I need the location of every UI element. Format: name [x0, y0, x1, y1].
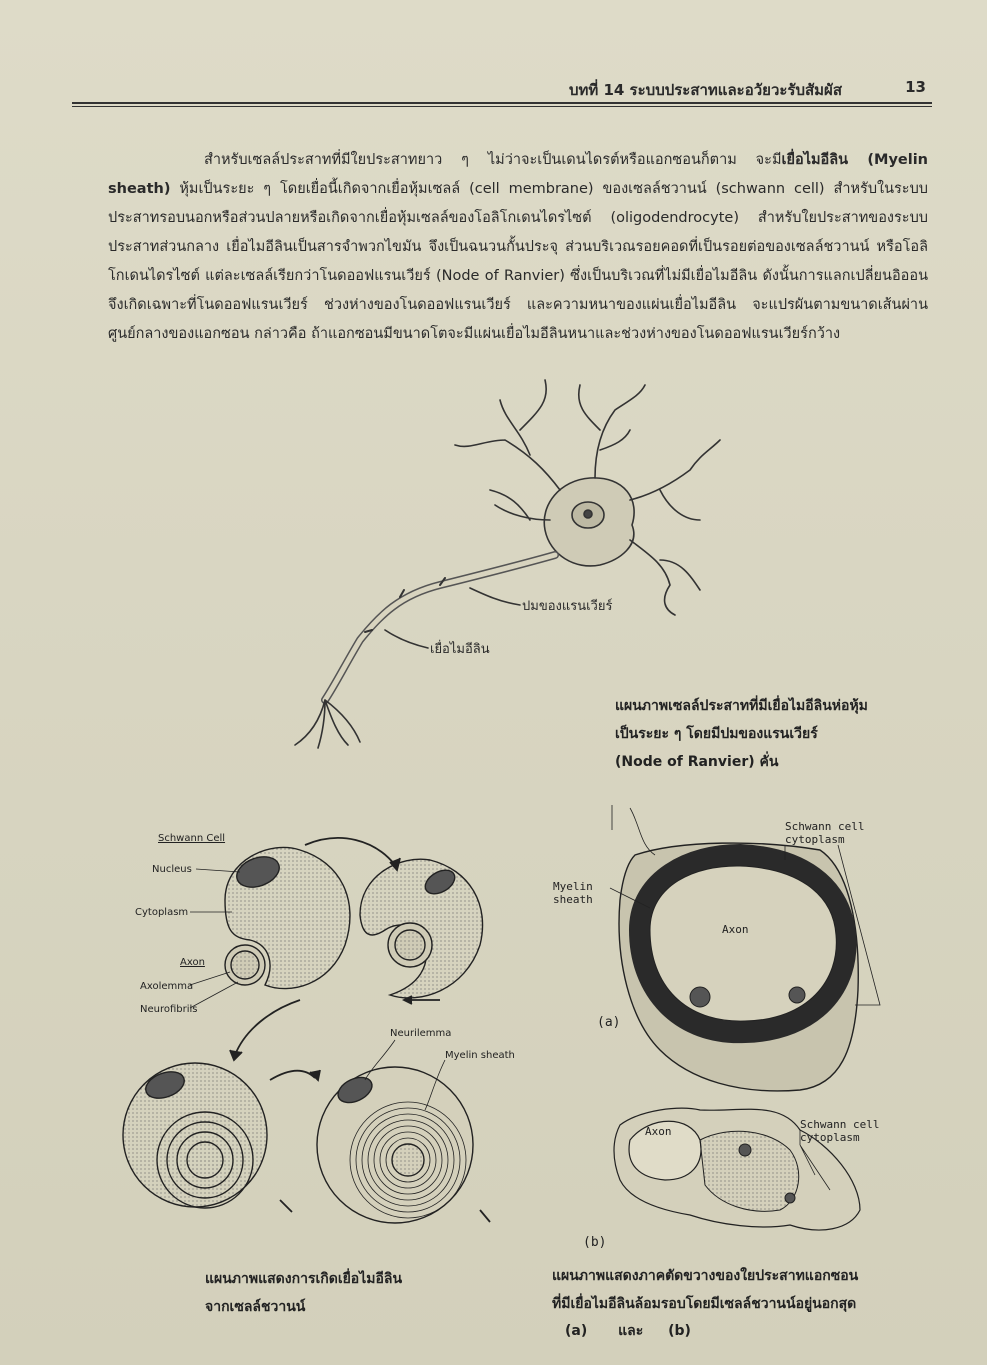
label-schwann-cytoplasm-a	[785, 820, 864, 846]
figure3-caption-line2: ที่มีเยื่อไมอีลินล้อมรอบโดยมีเซลล์ชวานน์อยู่นอกสุด	[552, 1296, 857, 1312]
figure1-caption-line1: แผนภาพเซลล์ประสาทที่มีเยื่อไมอีลินห่อหุ้ม	[615, 698, 868, 714]
figure3-caption-ab	[565, 1317, 691, 1345]
label-nucleus: Nucleus	[152, 864, 192, 875]
label-node-of-ranvier: ปมของแรนเวียร์	[522, 599, 613, 614]
label-axolemma: Axolemma	[140, 981, 194, 992]
label-schwann-cytoplasm-b	[800, 1118, 879, 1144]
label-neurofibrils: Neurofibrils	[140, 1004, 198, 1015]
label-axon-a: Axon	[722, 923, 749, 936]
label-axon-b: Axon	[645, 1125, 672, 1138]
figure1-caption-line3: (Node of Ranvier) คั่น	[615, 754, 779, 770]
label-neurilemma: Neurilemma	[390, 1028, 452, 1039]
label-schwann-cytoplasm-a-line1: Schwann cell	[785, 820, 865, 833]
label-axon: Axon	[180, 957, 205, 968]
label-schwann-cytoplasm-b-line1: Schwann cell	[800, 1118, 880, 1131]
figure3-caption-a: (a)	[565, 1323, 588, 1339]
label-myelin-sheath-fig2: Myelin sheath	[445, 1050, 515, 1061]
label-myelin-line2: sheath	[553, 893, 593, 906]
figure1-caption-line2: เป็นระยะ ๆ โดยมีปมของแรนเวียร์	[615, 726, 818, 742]
label-cytoplasm: Cytoplasm	[135, 907, 189, 918]
label-myelin-sheath: เยื่อไมอีลิน	[430, 642, 490, 657]
paragraph-text-2: หุ้มเป็นระยะ ๆ โดยเยื่อนี้เกิดจากเยื่อหุ้มเซลล์ (cell membrane) ของเซลล์ชวานน์ (schwann cell) สำหรับในระบบประสาทรอบนอกหรือส่วนปลายหรือเกิดจากเยื่อหุ้มเซลล์ของโอลิโกเดนไดรไซต์ (oligodendrocyte) สำหรับใยประสาทของระบบประสาทส่วนกลาง เยื่อไมอีลินเป็นสารจำพวกไขมัน จึงเป็นฉนวนกั้นประจุ ส่วนบริเวณรอยคอดที่เป็นรอยต่อของเซลล์ชวานน์ หรือโอลิโกเดนไดรไซต์ แต่ละเซลล์เรียกว่าโนดออฟแรนเวียร์ (Node of Ranvier) ซึ่งเป็นบริเวณที่ไม่มีเยื่อไมอีลิน ดังนั้นการแลกเปลี่ยนอิออนจึงเกิดเฉพาะที่โนดออฟแรนเวียร์ ช่วงห่างของโนดออฟแรนเวียร์ และความหนาของแผ่นเยื่อไมอีลิน จะแปรผันตามขนาดเส้นผ่านศูนย์กลางของแอกซอน กล่าวคือ ถ้าแอกซอนมีขนาดโตจะมีแผ่นเยื่อไมอีลินหนาและช่วงห่างของโนดออฟแรนเวียร์กว้าง	[108, 181, 928, 342]
label-myelin-sheath-a	[553, 880, 593, 906]
label-myelin-line1: Myelin	[553, 880, 593, 893]
figure3-caption	[552, 1262, 858, 1318]
page-number: 13	[905, 78, 926, 96]
paragraph-bold-term: เยื่อไมอีลิน (Myelin sheath)	[108, 152, 928, 197]
chapter-title: บทที่ 14 ระบบประสาทและอวัยวะรับสัมผัส	[568, 81, 842, 99]
label-schwann-cytoplasm-b-line2: cytoplasm	[800, 1131, 860, 1144]
label-schwann-cytoplasm-a-line2: cytoplasm	[785, 833, 845, 846]
figure2-caption-line2: จากเซลล์ชวานน์	[205, 1299, 306, 1315]
label-a: (a)	[597, 1015, 621, 1030]
figure3-caption-and: และ	[618, 1323, 644, 1339]
label-b: (b)	[583, 1235, 607, 1250]
figure3-caption-b: (b)	[668, 1323, 691, 1339]
figure2-caption-line1: แผนภาพแสดงการเกิดเยื่อไมอีลิน	[205, 1271, 403, 1287]
paragraph-text-1: สำหรับเซลล์ประสาทที่มีใยประสาทยาว ๆ ไม่ว่าจะเป็นเดนไดรต์หรือแอกซอนก็ตาม จะมี	[204, 152, 782, 168]
label-schwann-cell-title: Schwann Cell	[158, 833, 226, 844]
figure3-caption-line1: แผนภาพแสดงภาคตัดขวางของใยประสาทแอกซอน	[552, 1268, 859, 1284]
